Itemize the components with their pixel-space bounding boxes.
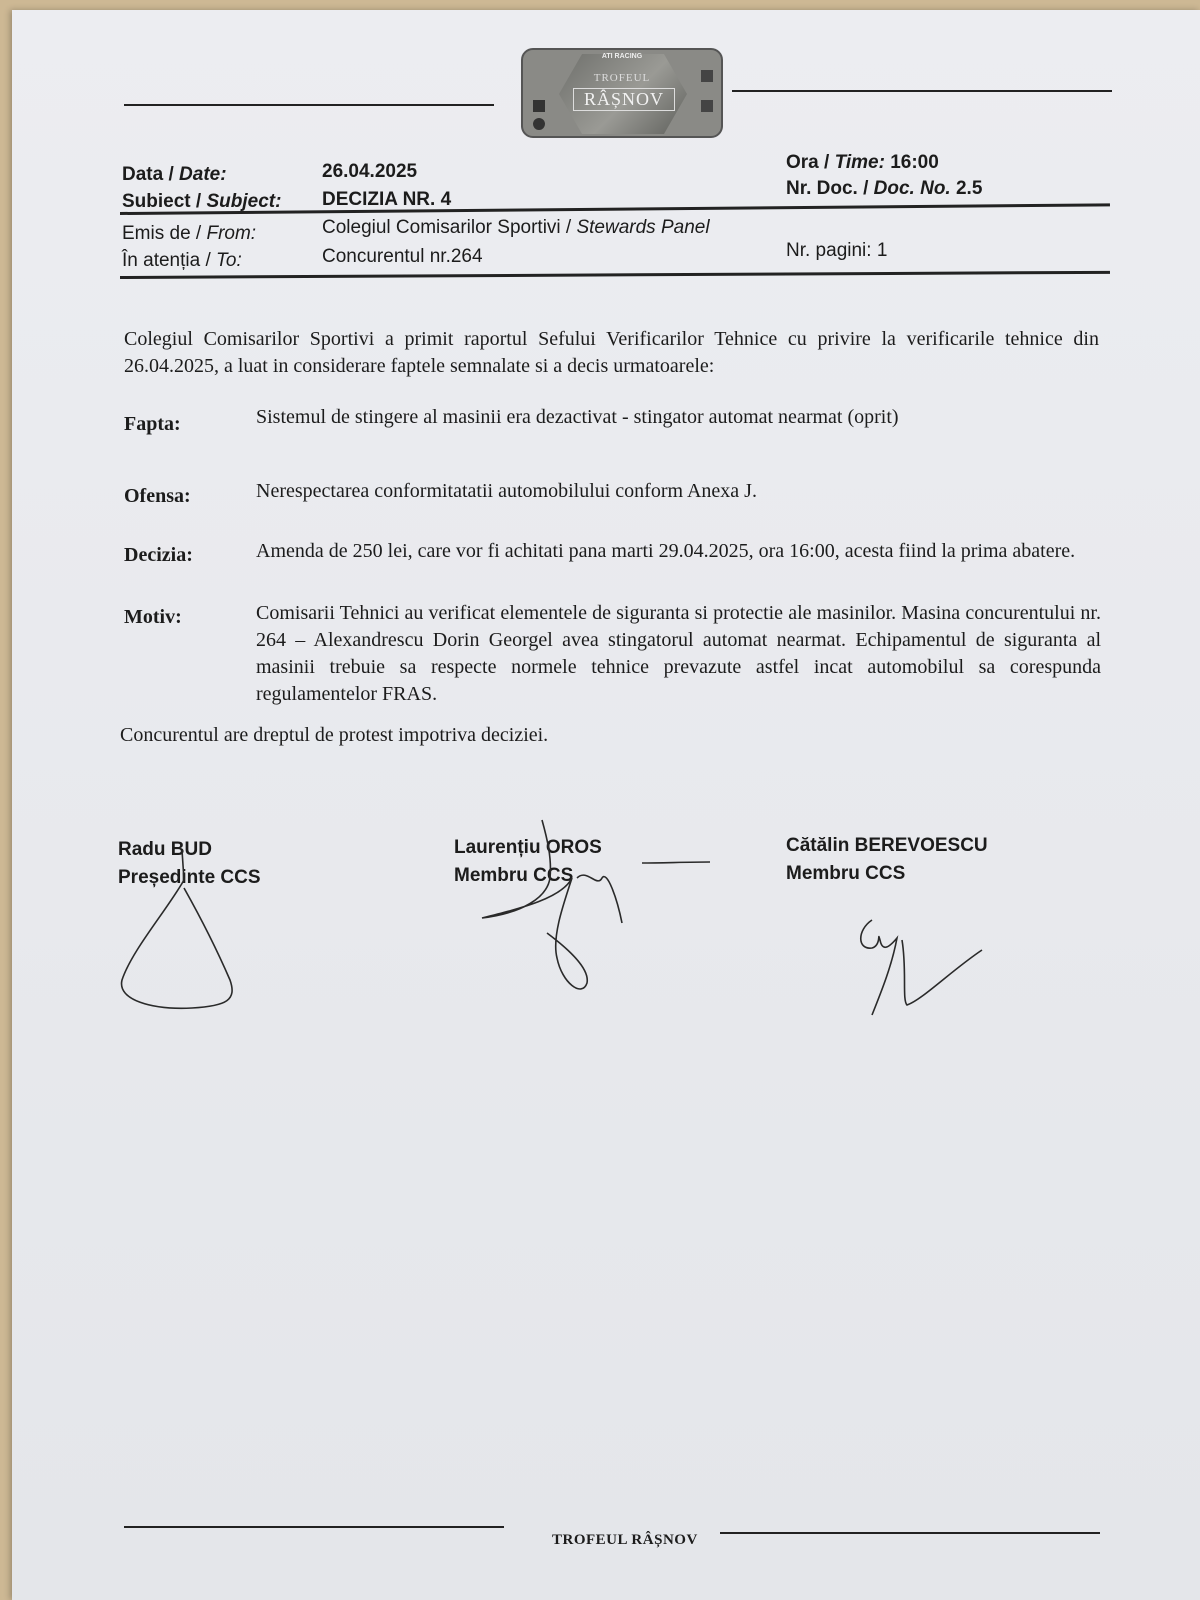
signature-radu-bud <box>112 840 252 1030</box>
logo-line1: TROFEUL <box>593 72 651 84</box>
logo-line2: RÂȘNOV <box>573 88 675 111</box>
date-value: 26.04.2025 <box>322 161 418 182</box>
header-rule-right <box>732 90 1112 92</box>
date-row: Data / Date: <box>122 164 227 185</box>
motiv-text: Comisarii Tehnici au verificat elementele de siguranta si protectie ale masinilor. Masina concurentului nr. 264 – Alexandrescu Dorin Georgel avea stingatorul automat nearmat. Echipamentul de siguranta al masinii trebuie sa respecte normele tehnice prevazute astfel incat automobilul sa corespunda regulamentelor FRAS. <box>256 602 1101 705</box>
fapta-label: Fapta: <box>124 413 181 435</box>
signatory-name: Cătălin BEREVOESCU <box>786 835 988 856</box>
from-value: Colegiul Comisarilor Sportivi / Stewards Panel <box>322 217 710 238</box>
protest-notice: Concurentul are dreptul de protest impotriva deciziei. <box>120 724 549 746</box>
signatory-role: Președinte CCS <box>118 867 261 888</box>
header-table-rule-2 <box>120 271 1110 279</box>
footer-rule-right <box>720 1532 1100 1534</box>
subject-value: DECIZIA NR. 4 <box>322 189 452 210</box>
from-row: Emis de / From: <box>122 223 257 244</box>
decizia-label: Decizia: <box>124 544 193 566</box>
decizia-text: Amenda de 250 lei, care vor fi achitati pana marti 29.04.2025, ora 16:00, acesta fiind la prima abatere. <box>256 540 1076 562</box>
to-value: Concurentul nr.264 <box>322 246 483 267</box>
signatory-name: Laurențiu OROS <box>454 837 602 858</box>
document-page <box>12 10 1200 1600</box>
sponsor-icon <box>533 100 545 112</box>
logo-top-text: ATI RACING <box>601 53 643 60</box>
signature-laurentiu-oros <box>462 818 732 1018</box>
signatory-member-2 <box>786 832 988 888</box>
fapta-text: Sistemul de stingere al masinii era dezactivat - stingator automat nearmat (oprit) <box>256 406 899 428</box>
footer-title: TROFEUL RÂȘNOV <box>552 1532 698 1548</box>
ofensa-label: Ofensa: <box>124 485 191 507</box>
signatory-name: Radu BUD <box>118 839 212 860</box>
intro-paragraph: Colegiul Comisarilor Sportivi a primit raportul Sefului Verificarilor Tehnice cu privire la verificarile tehnice din 26.04.2025, a luat in considerare faptele semnalate si a decis urmatoarele: <box>124 328 1099 377</box>
time-row: Ora / Time: 16:00 <box>786 152 939 173</box>
ofensa-text: Nerespectarea conformitatatii automobilului conform Anexa J. <box>256 480 757 502</box>
doc-number-row: Nr. Doc. / Doc. No. 2.5 <box>786 178 983 199</box>
crest-icon <box>701 100 713 112</box>
sponsor-icon <box>533 118 545 130</box>
footer-rule-left <box>124 1526 504 1528</box>
signatory-role: Membru CCS <box>454 865 574 886</box>
crest-icon <box>701 70 713 82</box>
pages-count: Nr. pagini: 1 <box>786 240 888 261</box>
header-rule-left <box>124 104 494 106</box>
trofeul-rasnov-logo <box>521 48 723 138</box>
motiv-label: Motiv: <box>124 606 182 628</box>
subject-row: Subiect / Subject: <box>122 191 282 212</box>
to-row: În atenția / To: <box>122 250 242 271</box>
signatory-role: Membru CCS <box>786 863 906 884</box>
signature-catalin-berevoescu <box>852 910 1012 1030</box>
